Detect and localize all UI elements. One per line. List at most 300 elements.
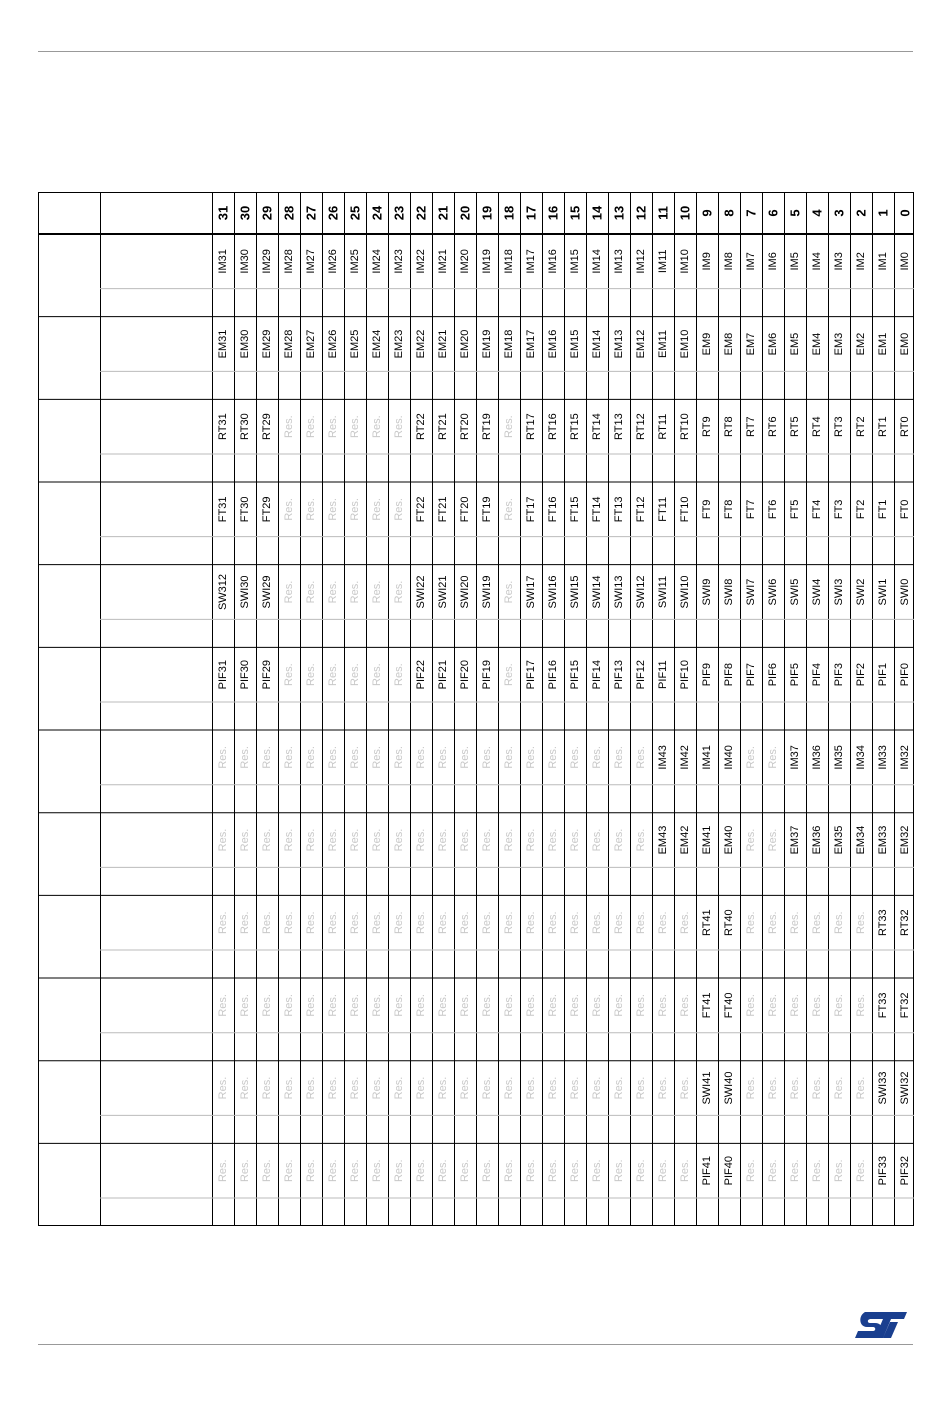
field-label: SWI40	[723, 1071, 735, 1105]
reserved-field-label: Res.	[591, 1159, 603, 1183]
bit-number: 9	[699, 209, 715, 217]
bit-number: 0	[897, 209, 913, 217]
bit-number: 8	[721, 209, 737, 217]
reserved-field-label: Res.	[481, 746, 493, 769]
reserved-field-label: Res.	[547, 994, 559, 1017]
field-label: PIF29	[261, 660, 273, 690]
bit-number: 4	[809, 209, 825, 217]
field-label: FT7	[745, 499, 757, 520]
field-label: RT41	[701, 909, 713, 937]
reserved-field-label: Res.	[679, 1159, 691, 1183]
field-label: FT12	[635, 496, 647, 523]
field-label: IM30	[239, 249, 251, 274]
reserved-field-label: Res.	[481, 828, 493, 852]
field-label: IM21	[437, 249, 449, 274]
field-label: EM40	[723, 825, 735, 855]
field-label: RT31	[217, 413, 229, 441]
field-label: FT32	[899, 992, 911, 1019]
field-label: IM22	[415, 249, 427, 274]
bit-number: 25	[347, 205, 363, 221]
reserved-field-label: Res.	[767, 911, 779, 935]
reserved-field-label: Res.	[855, 1076, 867, 1100]
field-label: RT11	[657, 413, 669, 440]
field-label: FT5	[789, 499, 801, 520]
field-label: IM37	[789, 745, 801, 770]
field-label: SWI0	[899, 578, 911, 606]
header-rule	[38, 51, 913, 52]
reserved-field-label: Res.	[679, 994, 691, 1017]
reserved-field-label: Res.	[283, 498, 295, 521]
field-label: SWI4	[811, 578, 823, 606]
field-label: SWI29	[261, 575, 273, 609]
reserved-field-label: Res.	[393, 1076, 405, 1100]
reserved-field-label: Res.	[481, 911, 493, 935]
reserved-field-label: Res.	[371, 415, 383, 438]
reserved-field-label: Res.	[283, 746, 295, 769]
field-label: IM27	[305, 249, 317, 274]
register-map-table	[38, 192, 914, 1226]
field-label: IM0	[899, 252, 911, 271]
field-label: FT33	[877, 992, 889, 1019]
field-label: RT20	[459, 413, 471, 441]
bit-number: 7	[743, 209, 759, 217]
reserved-field-label: Res.	[349, 580, 361, 604]
reserved-field-label: Res.	[239, 828, 251, 852]
reserved-field-label: Res.	[635, 994, 647, 1017]
reserved-field-label: Res.	[393, 746, 405, 769]
field-label: IM4	[811, 252, 823, 271]
field-label: SWI2	[855, 578, 867, 606]
reserved-field-label: Res.	[305, 663, 317, 686]
field-label: SWI11	[657, 575, 669, 609]
field-label: PIF14	[591, 660, 603, 690]
reserved-field-label: Res.	[217, 1159, 229, 1183]
reserved-field-label: Res.	[635, 911, 647, 935]
reserved-field-label: Res.	[349, 1076, 361, 1100]
field-label: FT15	[569, 496, 581, 523]
reserved-field-label: Res.	[349, 911, 361, 935]
bit-number: 26	[325, 205, 341, 221]
reserved-field-label: Res.	[525, 746, 537, 769]
reserved-field-label: Res.	[525, 1159, 537, 1183]
field-label: PIF20	[459, 660, 471, 690]
field-label: PIF2	[855, 663, 867, 687]
field-label: PIF17	[525, 660, 537, 690]
reserved-field-label: Res.	[657, 1076, 669, 1100]
field-label: RT29	[261, 413, 273, 441]
reserved-field-label: Res.	[393, 415, 405, 438]
field-label: RT8	[723, 416, 735, 437]
field-label: FT19	[481, 496, 493, 523]
field-label: IM16	[547, 249, 559, 274]
field-label: SWI19	[481, 575, 493, 609]
field-label: EM24	[371, 329, 383, 359]
field-label: PIF13	[613, 660, 625, 690]
reserved-field-label: Res.	[767, 994, 779, 1017]
reserved-field-label: Res.	[283, 1159, 295, 1183]
field-label: SWI3	[833, 578, 845, 606]
field-label: PIF22	[415, 660, 427, 690]
field-label: EM22	[415, 329, 427, 359]
reserved-field-label: Res.	[503, 1159, 515, 1183]
reserved-field-label: Res.	[613, 1159, 625, 1183]
field-label: IM1	[877, 252, 889, 271]
reserved-field-label: Res.	[305, 498, 317, 521]
reserved-field-label: Res.	[371, 911, 383, 935]
reserved-field-label: Res.	[437, 1076, 449, 1100]
reserved-field-label: Res.	[547, 911, 559, 935]
reserved-field-label: Res.	[327, 1159, 339, 1183]
bit-number: 23	[391, 205, 407, 221]
field-label: EM2	[855, 332, 867, 356]
reserved-field-label: Res.	[261, 1076, 273, 1100]
reserved-field-label: Res.	[305, 911, 317, 935]
field-label: IM12	[635, 249, 647, 274]
reserved-field-label: Res.	[327, 994, 339, 1017]
reserved-field-label: Res.	[503, 746, 515, 769]
reserved-field-label: Res.	[305, 1159, 317, 1183]
field-label: EM20	[459, 329, 471, 359]
reserved-field-label: Res.	[415, 911, 427, 935]
bit-number: 24	[369, 205, 385, 221]
field-label: SWI15	[569, 575, 581, 609]
reserved-field-label: Res.	[745, 828, 757, 852]
reserved-field-label: Res.	[459, 994, 471, 1017]
reserved-field-label: Res.	[239, 994, 251, 1017]
field-label: IM11	[657, 249, 669, 274]
field-label: IM19	[481, 249, 493, 274]
field-label: RT12	[635, 413, 647, 441]
field-label: IM7	[745, 252, 757, 271]
field-label: EM21	[437, 329, 449, 359]
field-label: EM33	[877, 825, 889, 855]
field-label: IM32	[899, 745, 911, 770]
field-label: EM14	[591, 329, 603, 359]
field-label: FT4	[811, 499, 823, 520]
reserved-field-label: Res.	[437, 994, 449, 1017]
bit-number: 3	[831, 209, 847, 217]
field-label: IM15	[569, 249, 581, 274]
field-label: FT22	[415, 496, 427, 523]
field-label: EM10	[679, 329, 691, 359]
reserved-field-label: Res.	[239, 911, 251, 935]
field-label: EM7	[745, 332, 757, 356]
bit-number: 6	[765, 209, 781, 217]
field-label: IM34	[855, 745, 867, 770]
field-label: FT40	[723, 992, 735, 1019]
reserved-field-label: Res.	[503, 663, 515, 686]
field-label: IM3	[833, 252, 845, 271]
reserved-field-label: Res.	[745, 1159, 757, 1183]
reserved-field-label: Res.	[283, 663, 295, 686]
field-label: RT13	[613, 413, 625, 441]
field-label: EM29	[261, 329, 273, 359]
field-label: EM41	[701, 825, 713, 855]
reserved-field-label: Res.	[393, 498, 405, 521]
field-label: RT16	[547, 413, 559, 441]
reserved-field-label: Res.	[767, 1159, 779, 1183]
bit-number: 14	[589, 205, 605, 221]
field-label: PIF40	[723, 1156, 735, 1186]
reserved-field-label: Res.	[437, 828, 449, 852]
field-label: PIF10	[679, 660, 691, 690]
field-label: FT10	[679, 496, 691, 523]
reserved-field-label: Res.	[415, 828, 427, 852]
reserved-field-label: Res.	[261, 746, 273, 769]
reserved-field-label: Res.	[217, 911, 229, 935]
field-label: EM42	[679, 825, 691, 855]
bit-number: 2	[853, 209, 869, 217]
field-label: EM18	[503, 329, 515, 359]
reserved-field-label: Res.	[283, 994, 295, 1017]
field-label: IM18	[503, 249, 515, 274]
field-label: IM26	[327, 249, 339, 274]
field-label: EM25	[349, 329, 361, 359]
field-label: IM5	[789, 252, 801, 271]
reserved-field-label: Res.	[371, 1159, 383, 1183]
reserved-field-label: Res.	[437, 911, 449, 935]
reserved-field-label: Res.	[679, 1076, 691, 1100]
bit-number: 16	[545, 205, 561, 221]
field-label: SWI7	[745, 578, 757, 606]
field-label: SWI9	[701, 578, 713, 606]
bit-number: 11	[655, 206, 671, 220]
reserved-field-label: Res.	[569, 746, 581, 769]
reserved-field-label: Res.	[459, 1076, 471, 1100]
field-label: RT14	[591, 413, 603, 441]
field-label: SWI30	[239, 575, 251, 609]
reserved-field-label: Res.	[503, 415, 515, 438]
field-label: SWI12	[635, 575, 647, 609]
field-label: PIF4	[811, 663, 823, 687]
field-label: EM13	[613, 329, 625, 359]
bit-number: 30	[237, 205, 253, 221]
field-label: FT14	[591, 496, 603, 523]
field-label: EM6	[767, 332, 779, 356]
reserved-field-label: Res.	[525, 1076, 537, 1100]
field-label: IM36	[811, 745, 823, 770]
field-label: SWI22	[415, 575, 427, 609]
reserved-field-label: Res.	[591, 994, 603, 1017]
bit-number: 22	[413, 205, 429, 221]
bit-number: 18	[501, 205, 517, 221]
reserved-field-label: Res.	[503, 994, 515, 1017]
reserved-field-label: Res.	[261, 1159, 273, 1183]
field-label: RT0	[899, 416, 911, 437]
field-label: EM26	[327, 329, 339, 359]
reserved-field-label: Res.	[635, 1159, 647, 1183]
register-map-svg	[38, 192, 914, 1226]
reserved-field-label: Res.	[371, 828, 383, 852]
field-label: IM8	[723, 252, 735, 271]
bit-number: 13	[611, 205, 627, 221]
field-label: PIF6	[767, 663, 779, 687]
reserved-field-label: Res.	[591, 911, 603, 935]
reserved-field-label: Res.	[613, 911, 625, 935]
field-label: PIF3	[833, 663, 845, 687]
field-label: PIF33	[877, 1156, 889, 1186]
field-label: FT3	[833, 499, 845, 520]
field-label: FT1	[877, 499, 889, 520]
reserved-field-label: Res.	[635, 746, 647, 769]
field-label: RT5	[789, 416, 801, 437]
bit-number: 1	[875, 209, 891, 217]
reserved-field-label: Res.	[371, 663, 383, 686]
field-label: SWI5	[789, 578, 801, 606]
reserved-field-label: Res.	[327, 1076, 339, 1100]
field-label: FT20	[459, 496, 471, 523]
field-label: FT30	[239, 496, 251, 523]
field-label: RT6	[767, 416, 779, 437]
reserved-field-label: Res.	[547, 1076, 559, 1100]
field-label: SWI14	[591, 575, 603, 609]
bit-number: 28	[281, 205, 297, 221]
reserved-field-label: Res.	[569, 911, 581, 935]
reserved-field-label: Res.	[305, 994, 317, 1017]
reserved-field-label: Res.	[789, 994, 801, 1017]
field-label: SWI6	[767, 578, 779, 606]
field-label: IM10	[679, 249, 691, 274]
reserved-field-label: Res.	[415, 994, 427, 1017]
reserved-field-label: Res.	[217, 828, 229, 852]
reserved-field-label: Res.	[371, 994, 383, 1017]
reserved-field-label: Res.	[349, 1159, 361, 1183]
reserved-field-label: Res.	[239, 1159, 251, 1183]
reserved-field-label: Res.	[371, 498, 383, 521]
reserved-field-label: Res.	[833, 994, 845, 1017]
reserved-field-label: Res.	[327, 415, 339, 438]
field-label: SWI17	[525, 575, 537, 609]
field-label: EM5	[789, 332, 801, 356]
field-label: IM14	[591, 249, 603, 274]
reserved-field-label: Res.	[767, 828, 779, 852]
reserved-field-label: Res.	[327, 746, 339, 769]
field-label: IM33	[877, 745, 889, 770]
field-label: FT31	[217, 496, 229, 523]
field-label: EM23	[393, 329, 405, 359]
field-label: IM31	[217, 249, 229, 274]
bit-number: 29	[259, 205, 275, 221]
reserved-field-label: Res.	[371, 746, 383, 769]
field-label: SWI32	[899, 1071, 911, 1105]
field-label: PIF31	[217, 660, 229, 690]
field-label: FT41	[701, 992, 713, 1019]
reserved-field-label: Res.	[811, 994, 823, 1017]
bit-number: 12	[633, 205, 649, 221]
reserved-field-label: Res.	[283, 580, 295, 604]
reserved-field-label: Res.	[811, 1076, 823, 1100]
bit-number: 31	[215, 205, 231, 221]
bit-number: 20	[457, 205, 473, 221]
field-label: PIF9	[701, 663, 713, 687]
reserved-field-label: Res.	[481, 1159, 493, 1183]
reserved-field-label: Res.	[437, 746, 449, 769]
field-label: PIF8	[723, 663, 735, 687]
field-label: PIF16	[547, 660, 559, 690]
reserved-field-label: Res.	[393, 663, 405, 686]
reserved-field-label: Res.	[569, 828, 581, 852]
reserved-field-label: Res.	[833, 1159, 845, 1183]
field-label: EM27	[305, 329, 317, 359]
reserved-field-label: Res.	[415, 1159, 427, 1183]
field-label: RT15	[569, 413, 581, 441]
field-label: EM28	[283, 329, 295, 359]
reserved-field-label: Res.	[415, 1076, 427, 1100]
reserved-field-label: Res.	[833, 1076, 845, 1100]
st-logo	[853, 1310, 909, 1345]
reserved-field-label: Res.	[569, 1076, 581, 1100]
field-label: RT9	[701, 416, 713, 437]
field-label: RT1	[877, 416, 889, 437]
field-label: EM30	[239, 329, 251, 359]
reserved-field-label: Res.	[283, 415, 295, 438]
field-label: PIF5	[789, 663, 801, 687]
reserved-field-label: Res.	[371, 1076, 383, 1100]
field-label: RT7	[745, 416, 757, 437]
field-label: EM37	[789, 825, 801, 855]
field-label: SWI1	[877, 578, 889, 606]
reserved-field-label: Res.	[327, 580, 339, 604]
field-label: RT22	[415, 413, 427, 441]
reserved-field-label: Res.	[855, 994, 867, 1017]
field-label: EM35	[833, 825, 845, 855]
field-label: RT10	[679, 413, 691, 441]
field-label: PIF19	[481, 660, 493, 690]
reserved-field-label: Res.	[393, 580, 405, 604]
reserved-field-label: Res.	[591, 828, 603, 852]
reserved-field-label: Res.	[349, 746, 361, 769]
reserved-field-label: Res.	[657, 911, 669, 935]
field-label: IM28	[283, 249, 295, 274]
field-label: SWI13	[613, 575, 625, 609]
reserved-field-label: Res.	[855, 1159, 867, 1183]
field-label: FT13	[613, 496, 625, 523]
reserved-field-label: Res.	[811, 1159, 823, 1183]
field-label: SWI21	[437, 575, 449, 609]
reserved-field-label: Res.	[745, 911, 757, 935]
bit-number: 10	[677, 205, 693, 221]
reserved-field-label: Res.	[459, 828, 471, 852]
reserved-field-label: Res.	[525, 994, 537, 1017]
reserved-field-label: Res.	[767, 1076, 779, 1100]
field-label: RT2	[855, 416, 867, 437]
reserved-field-label: Res.	[305, 828, 317, 852]
reserved-field-label: Res.	[261, 994, 273, 1017]
reserved-field-label: Res.	[305, 746, 317, 769]
field-label: IM25	[349, 249, 361, 274]
bit-number: 19	[479, 205, 495, 221]
field-label: IM17	[525, 249, 537, 274]
reserved-field-label: Res.	[349, 828, 361, 852]
field-label: IM29	[261, 249, 273, 274]
reserved-field-label: Res.	[393, 828, 405, 852]
field-label: PIF7	[745, 663, 757, 687]
reserved-field-label: Res.	[371, 580, 383, 604]
reserved-field-label: Res.	[261, 828, 273, 852]
reserved-field-label: Res.	[679, 911, 691, 935]
reserved-field-label: Res.	[547, 1159, 559, 1183]
bit-number: 5	[787, 209, 803, 217]
reserved-field-label: Res.	[503, 580, 515, 604]
field-label: RT3	[833, 416, 845, 437]
field-label: SWI8	[723, 578, 735, 606]
field-label: IM2	[855, 252, 867, 271]
reserved-field-label: Res.	[283, 911, 295, 935]
bit-number: 27	[303, 205, 319, 221]
reserved-field-label: Res.	[767, 746, 779, 769]
reserved-field-label: Res.	[657, 1159, 669, 1183]
field-label: IM6	[767, 252, 779, 271]
